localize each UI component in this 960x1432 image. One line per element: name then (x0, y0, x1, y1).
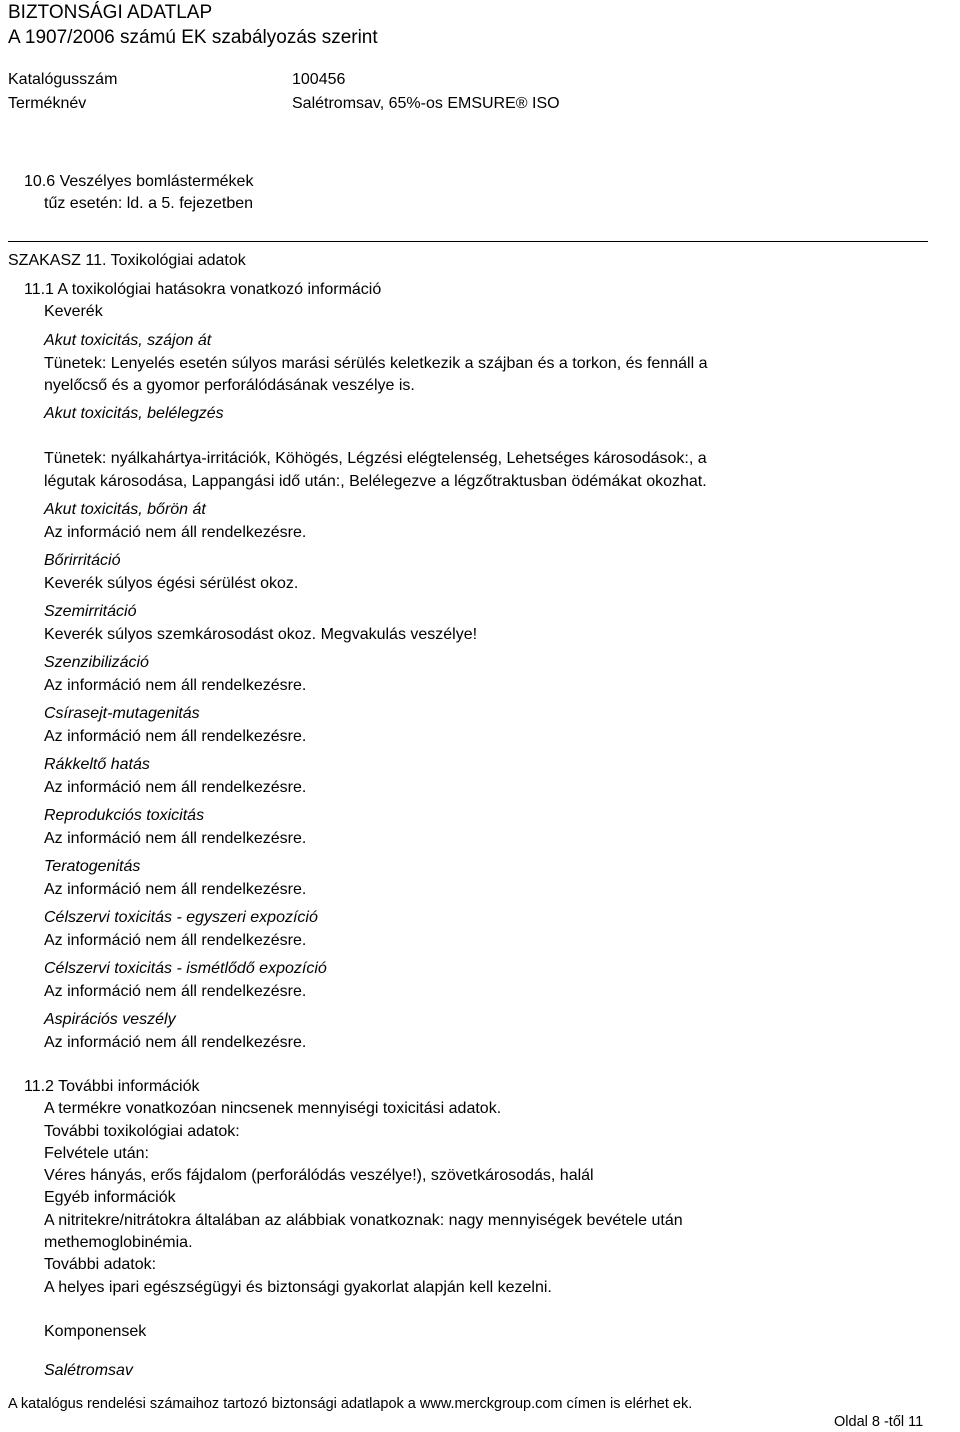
page-number: Oldal 8 -től 11 (834, 1414, 924, 1430)
footer-note: A katalógus rendelési számaihoz tartozó biztonsági adatlapok a www.merckgroup.com címen is elérhet ek. (8, 1396, 693, 1412)
further-info-line-9: A helyes ipari egészségügyi és biztonsági gyakorlat alapján kell kezelni. (44, 1279, 552, 1296)
aspiration-hazard-text: Az információ nem áll rendelkezésre. (44, 1034, 307, 1051)
further-info-line-6: A nitritekre/nitrátokra általában az alábbiak vonatkoznak: nagy mennyiségek bevétele után (44, 1212, 683, 1229)
subsection-11-2-heading: 11.2 További információk (24, 1078, 200, 1095)
inhalation-toxicity-label: Akut toxicitás, belélegzés (44, 405, 224, 422)
sensitization-label: Szenzibilizáció (44, 654, 149, 671)
stot-single-text: Az információ nem áll rendelkezésre. (44, 932, 307, 949)
regulation-subtitle: A 1907/2006 számú EK szabályozás szerint (8, 27, 378, 48)
subsection-11-1-heading: 11.1 A toxikológiai hatásokra vonatkozó információ (24, 281, 382, 298)
further-info-line-2: További toxikológiai adatok: (44, 1123, 240, 1140)
stot-repeated-label: Célszervi toxicitás - ismétlődő expozíció (44, 960, 327, 977)
dermal-toxicity-label: Akut toxicitás, bőrön át (44, 501, 206, 518)
eye-irritation-label: Szemirritáció (44, 603, 137, 620)
oral-toxicity-label: Akut toxicitás, szájon át (44, 332, 212, 349)
mutagenicity-text: Az információ nem áll rendelkezésre. (44, 728, 307, 745)
teratogenicity-label: Teratogenitás (44, 858, 141, 875)
skin-irritation-text: Keverék súlyos égési sérülést okoz. (44, 575, 299, 592)
carcinogenicity-text: Az információ nem áll rendelkezésre. (44, 779, 307, 796)
carcinogenicity-label: Rákkeltő hatás (44, 756, 150, 773)
component-name: Salétromsav (44, 1362, 133, 1379)
product-name-label: Terméknév (8, 95, 87, 112)
catalog-number-value: 100456 (292, 71, 346, 88)
eye-irritation-text: Keverék súlyos szemkárosodást okoz. Megvakulás veszélye! (44, 626, 478, 643)
reproductive-toxicity-label: Reprodukciós toxicitás (44, 807, 205, 824)
stot-single-label: Célszervi toxicitás - egyszeri expozíció (44, 909, 318, 926)
components-heading: Komponensek (44, 1323, 147, 1340)
further-info-line-7: methemoglobinémia. (44, 1234, 193, 1251)
mixture-label: Keverék (44, 303, 103, 320)
section-11-heading: SZAKASZ 11. Toxikológiai adatok (8, 252, 246, 269)
section-10-6-text: tűz esetén: ld. a 5. fejezetben (44, 195, 254, 212)
oral-toxicity-text-line-1: Tünetek: Lenyelés esetén súlyos marási sérülés keletkezik a szájban és a torkon, és fennáll a (44, 355, 708, 372)
dermal-toxicity-text: Az információ nem áll rendelkezésre. (44, 524, 307, 541)
product-name-value: Salétromsav, 65%-os EMSURE® ISO (292, 95, 560, 112)
skin-irritation-label: Bőrirritáció (44, 552, 121, 569)
section-10-6-heading: 10.6 Veszélyes bomlástermékek (24, 173, 254, 190)
inhalation-toxicity-text-line-2: légutak károsodása, Lappangási idő után:, Belélegezve a légzőtraktusban ödémákat okozhat. (44, 473, 707, 490)
further-info-line-1: A termékre vonatkozóan nincsenek mennyiségi toxicitási adatok. (44, 1100, 502, 1117)
mutagenicity-label: Csírasejt-mutagenitás (44, 705, 200, 722)
reproductive-toxicity-text: Az információ nem áll rendelkezésre. (44, 830, 307, 847)
further-info-line-5: Egyéb információk (44, 1189, 176, 1206)
section-divider (8, 241, 928, 242)
oral-toxicity-text-line-2: nyelőcső és a gyomor perforálódásának veszélye is. (44, 377, 415, 394)
further-info-line-3: Felvétele után: (44, 1145, 149, 1162)
document-title: BIZTONSÁGI ADATLAP (8, 2, 213, 23)
further-info-line-8: További adatok: (44, 1256, 157, 1273)
inhalation-toxicity-text-line-1: Tünetek: nyálkahártya-irritációk, Köhögés, Légzési elégtelenség, Lehetséges károsodások:, a (44, 450, 707, 467)
aspiration-hazard-label: Aspirációs veszély (44, 1011, 176, 1028)
sensitization-text: Az információ nem áll rendelkezésre. (44, 677, 307, 694)
teratogenicity-text: Az információ nem áll rendelkezésre. (44, 881, 307, 898)
further-info-line-4: Véres hányás, erős fájdalom (perforálódás veszélye!), szövetkárosodás, halál (44, 1167, 594, 1184)
catalog-number-label: Katalógusszám (8, 71, 118, 88)
stot-repeated-text: Az információ nem áll rendelkezésre. (44, 983, 307, 1000)
